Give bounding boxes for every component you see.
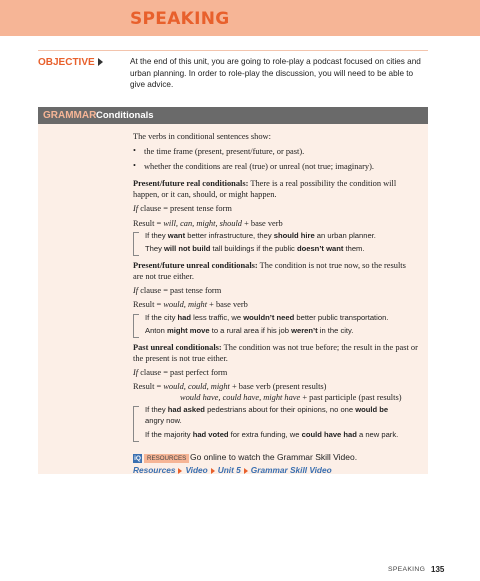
bullet-icon: •	[133, 146, 136, 155]
example-sentence: If the city had less traffic, we wouldn’t need better public transportation.	[145, 313, 389, 322]
if-clause-rule: If clause = past perfect form	[133, 368, 228, 377]
page-number: 135	[431, 565, 445, 574]
grammar-title: Conditionals	[96, 110, 154, 121]
unreal-conditionals-section: Present/future unreal conditionals: The condition is not true now, so the results are not true either.	[133, 261, 406, 281]
objective-label: OBJECTIVE	[38, 57, 103, 68]
past-unreal-conditionals-section: Past unreal conditionals: The condition was not true before; the result in the past or the present is not true either.	[133, 343, 418, 363]
example-sentence: Anton might move to a rural area if his job weren’t in the city.	[145, 326, 354, 335]
result-rule-continued: would have, could have, might have + past participle (past results)	[180, 393, 402, 402]
if-clause-rule: If clause = past tense form	[133, 286, 222, 295]
result-rule: Result = would, might + base verb	[133, 300, 248, 309]
resources-tag: RESOURCES	[144, 454, 189, 463]
grammar-intro: The verbs in conditional sentences show:	[133, 132, 271, 141]
arrow-right-icon	[244, 468, 248, 474]
real-conditionals-section: Present/future real conditionals: There is a real possibility the condition will happen, or it can, should, or might happen.	[133, 179, 397, 199]
section-heading: Present/future real conditionals:	[133, 179, 249, 188]
resources-path[interactable]	[133, 465, 332, 475]
example-sentence: If they had asked pedestrians about for their opinions, no one would be angry now.	[145, 405, 389, 425]
section-heading: Past unreal conditionals:	[133, 343, 222, 352]
page-title: SPEAKING	[130, 9, 230, 29]
resources-path-item[interactable]: Unit 5	[217, 465, 241, 475]
arrow-right-icon	[211, 468, 215, 474]
example-sentence: They will not build tall buildings if the public doesn’t want them.	[145, 244, 365, 253]
example-sentence: If they want better infrastructure, they should hire an urban planner.	[145, 231, 376, 240]
resources-text: Go online to watch the Grammar Skill Video.	[190, 452, 358, 462]
example-bracket	[133, 314, 139, 338]
iq-logo-icon: iQ	[134, 455, 141, 462]
result-rule: Result = would, could, might + base verb (present results)	[133, 382, 327, 391]
header-band	[0, 0, 480, 36]
bullet-item: whether the conditions are real (true) or unreal (not true; imaginary).	[144, 162, 374, 171]
resources-path-item[interactable]: Resources	[133, 465, 176, 475]
bullet-item: the time frame (present, present/future, or past).	[144, 147, 305, 156]
objective-text: At the end of this unit, you are going to role-play a podcast focused on cities and urban planning. In order to role-play the discussion, you will need to be able to give advice.	[130, 57, 421, 89]
if-clause-rule: If clause = present tense form	[133, 204, 232, 213]
resources-path-item[interactable]: Grammar Skill Video	[250, 465, 332, 475]
arrow-right-icon	[178, 468, 182, 474]
objective-divider	[38, 50, 428, 51]
grammar-tag: GRAMMAR	[43, 110, 97, 121]
footer-section-label: SPEAKING	[388, 566, 426, 573]
result-rule: Result = will, can, might, should + base verb	[133, 219, 283, 228]
section-heading: Present/future unreal conditionals:	[133, 261, 258, 270]
example-sentence: If the majority had voted for extra funding, we could have had a new park.	[145, 430, 399, 439]
example-bracket	[133, 406, 139, 442]
resources-path-item[interactable]: Video	[185, 465, 208, 475]
arrow-right-icon	[98, 58, 103, 66]
bullet-icon: •	[133, 161, 136, 170]
example-bracket	[133, 232, 139, 256]
